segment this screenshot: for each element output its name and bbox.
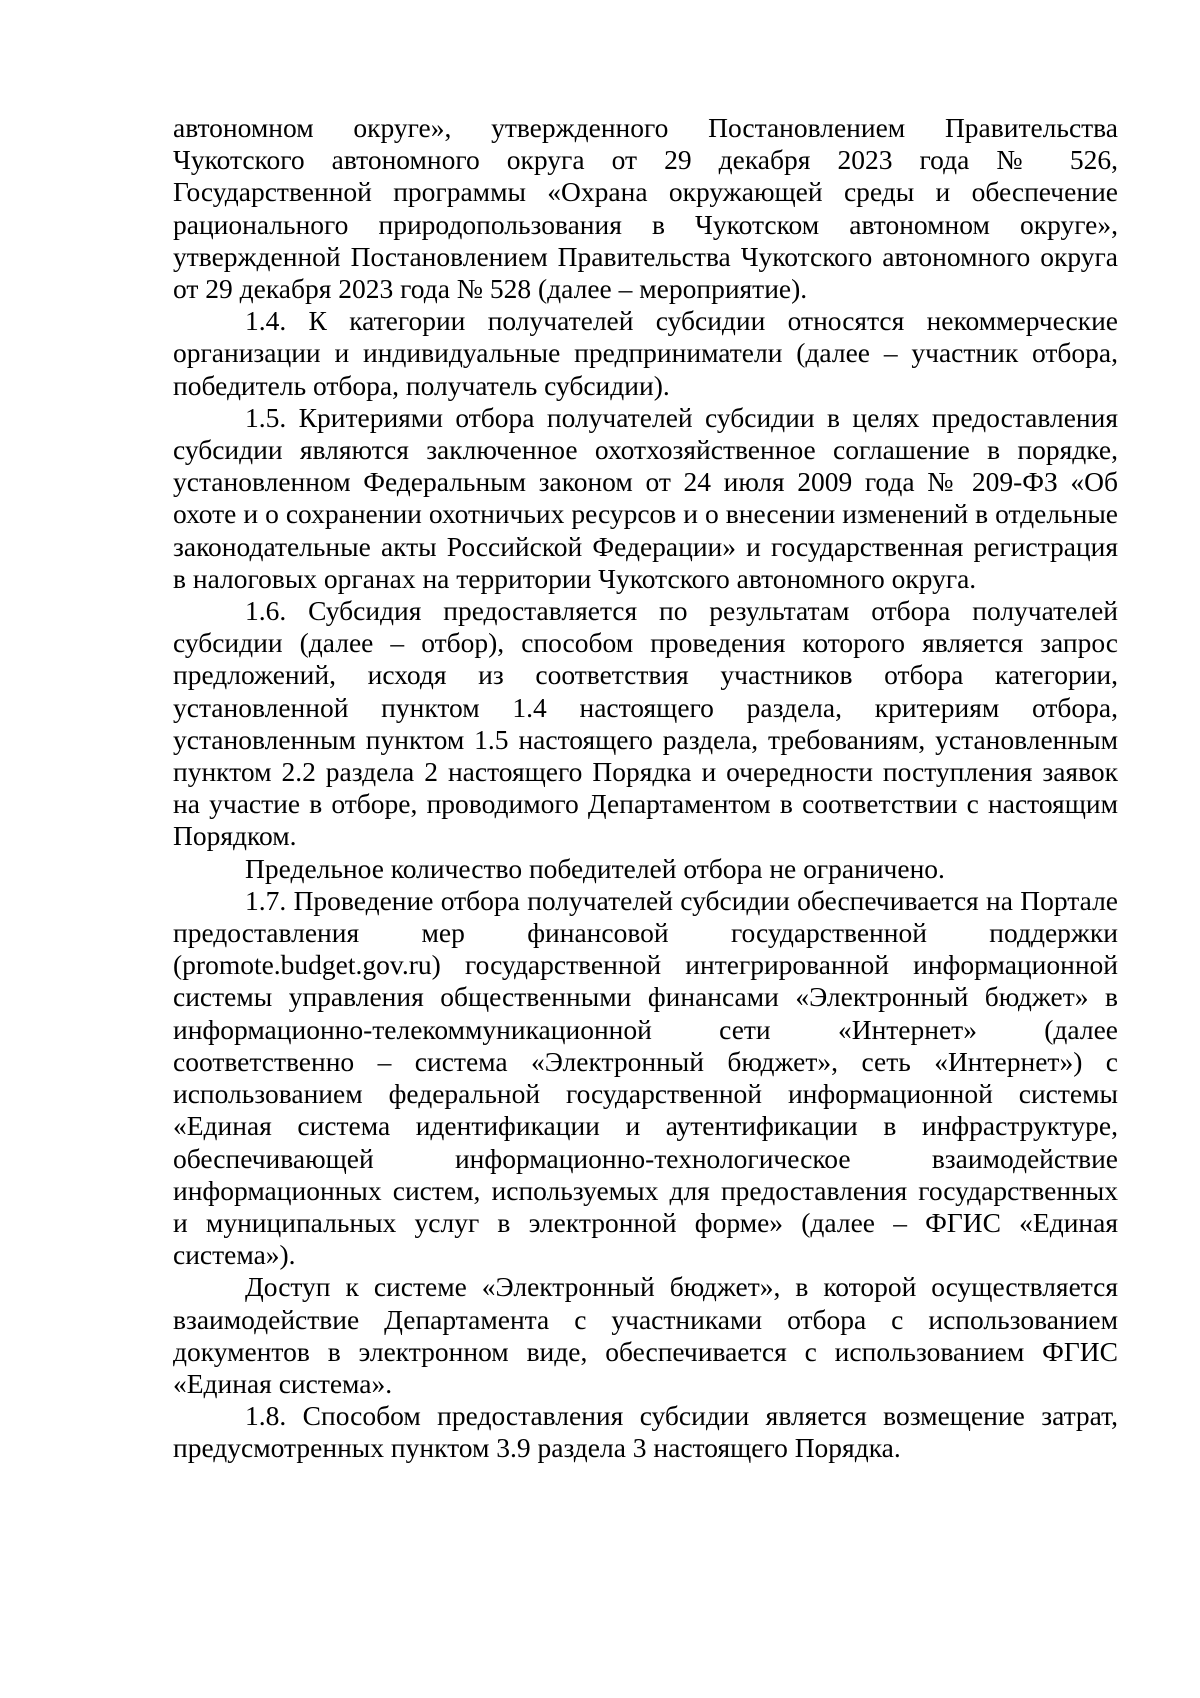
paragraph-winners-limit: Предельное количество победителей отбора не ограничено. [245,852,945,884]
paragraph-1-4: 1.4. К категории получателей субсидии относятся некоммерческие организации и индивидуальные предприниматели (далее – участник отбора, победитель отбора, получатель субсидии). [173,305,1118,401]
paragraph-access: Доступ к системе «Электронный бюджет», в которой осуществляется взаимодействие Департамента с участниками отбора с использованием документов в электронном виде, обеспечивается с использованием ФГИС «Единая система». [173,1271,1118,1399]
paragraph-1-6: 1.6. Субсидия предоставляется по результатам отбора получателей субсидии (далее – отбор), способом проведения которого является запрос предложений, исходя из соответствия участников отбора категории, установленной пунктом 1.4 настоящего раздела, критериям отбора, установленным пунктом 1.5 настоящего раздела, требованиям, установленным пунктом 2.2 раздела 2 настоящего Порядка и очередности поступления заявок на участие в отборе, проводимого Департаментом в соответствии с настоящим Порядком. [173,595,1118,852]
paragraph-1-8: 1.8. Способом предоставления субсидии является возмещение затрат, предусмотренных пунктом 3.9 раздела 3 настоящего Порядка. [173,1400,1118,1464]
document-page [173,112,1118,1465]
paragraph-1-7: 1.7. Проведение отбора получателей субсидии обеспечивается на Портале предоставления мер финансовой государственной поддержки (promote.budget.gov.ru) государственной интегрированной информационной системы управления общественными финансами «Электронный бюджет» в информационно-телекоммуникационной сети «Интернет» (далее соответственно – система «Электронный бюджет», сеть «Интернет») с использованием федеральной государственной информационной системы «Единая система идентификации и аутентификации в инфраструктуре, обеспечивающей информационно-технологическое взаимодействие информационных систем, используемых для предоставления государственных и муниципальных услуг в электронной форме» (далее – ФГИС «Единая система»). [173,884,1118,1271]
paragraph-1-5: 1.5. Критериями отбора получателей субсидии в целях предоставления субсидии являются заключенное охотхозяйственное соглашение в порядке, установленном Федеральным законом от 24 июля 2009 года № 209-ФЗ «Об охоте и о сохранении охотничьих ресурсов и о внесении изменений в отдельные законодательные акты Российской Федерации» и государственная регистрация в налоговых органах на территории Чукотского автономного округа. [173,401,1118,594]
paragraph-continuation: автономном округе», утвержденного Постановлением Правительства Чукотского автономного округа от 29 декабря 2023 года № 526, Государственной программы «Охрана окружающей среды и обеспечение рационального природопользования в Чукотском автономном округе», утвержденной Постановлением Правительства Чукотского автономного округа от 29 декабря 2023 года № 528 (далее – мероприятие). [173,112,1118,305]
